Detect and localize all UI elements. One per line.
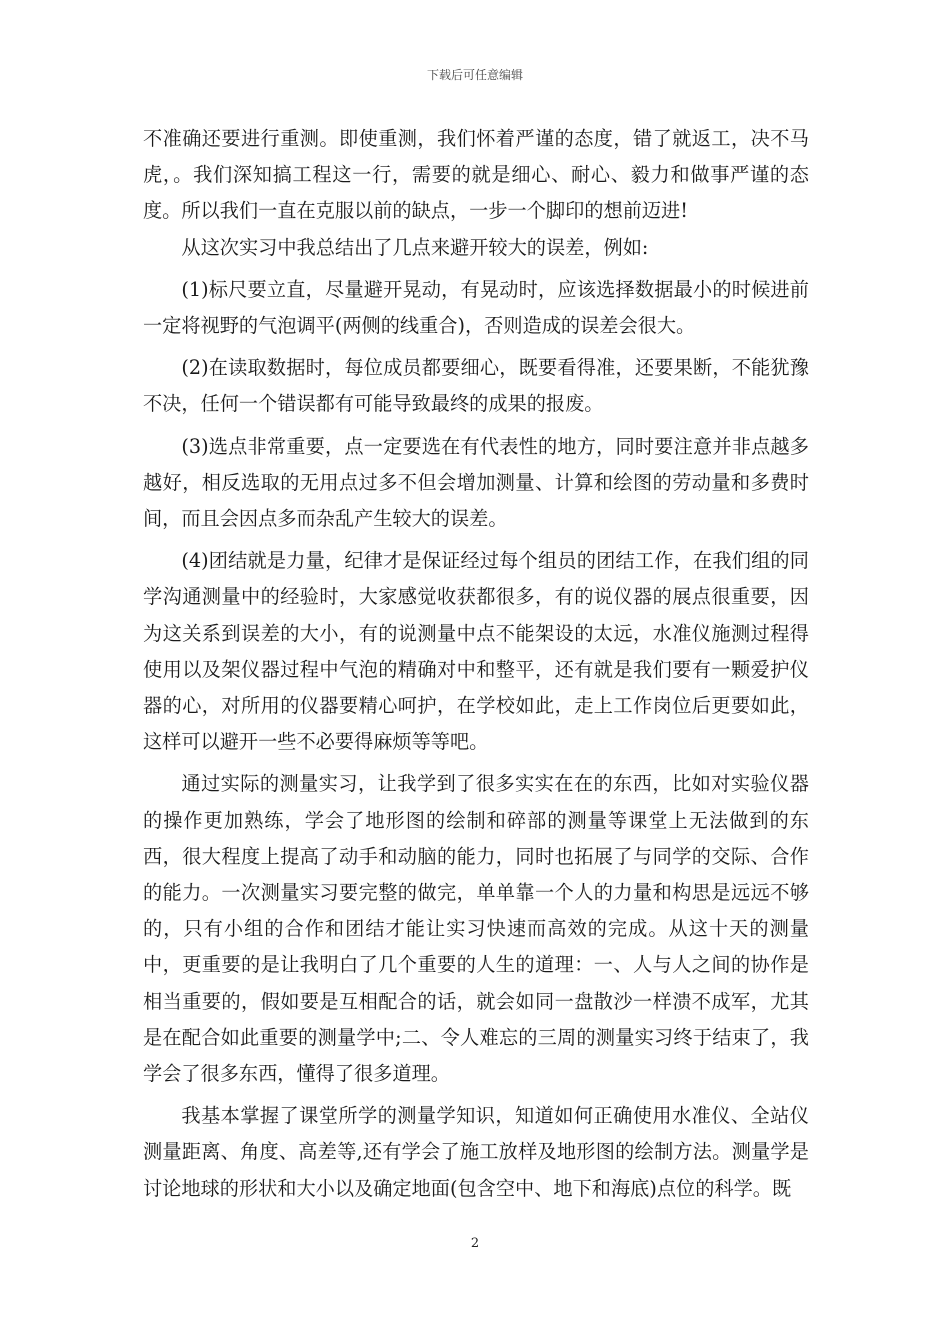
paragraph: (1)标尺要立直，尽量避开晃动，有晃动时，应该选择数据最小的时候进前一定将视野的气泡调平(两侧的线重合)，否则造成的误差会很大。 <box>143 277 809 338</box>
paragraph: 不准确还要进行重测。即使重测，我们怀着严谨的态度，错了就返工，决不马虎，。我们深知搞工程这一行，需要的就是细心、耐心、毅力和做事严谨的态度。所以我们一直在克服以前的缺点，一步一个脚印的想前迈进! <box>143 127 809 223</box>
paragraph: (2)在读取数据时，每位成员都要细心，既要看得准，还要果断，不能犹豫不决，任何一个错误都有可能导致最终的成果的报废。 <box>143 356 809 416</box>
paragraph: 通过实际的测量实习，让我学到了很多实实在在的东西，比如对实验仪器的操作更加熟练，学会了地形图的绘制和碎部的测量等课堂上无法做到的东西，很大程度上提高了动手和动脑的能力，同时也拓展了与同学的交际、合作的能力。一次测量实习要完整的做完，单单靠一个人的力量和构思是远远不够的，只有小组的合作和团结才能让实习快速而高效的完成。从这十天的测量中，更重要的是让我明白了几个重要的人生的道理：一、人与人之间的协作是相当重要的，假如要是互相配合的话，就会如同一盘散沙一样溃不成军，尤其是在配合如此重要的测量学中;二、令人难忘的三周的测量实习终于结束了，我学会了很多东西，懂得了很多道理。 <box>143 772 809 1086</box>
page-number: 2 <box>470 1236 480 1251</box>
paragraph: (3)选点非常重要，点一定要选在有代表性的地方，同时要注意并非点越多越好，相反选取的无用点过多不但会增加测量、计算和绘图的劳动量和多费时间，而且会因点多而杂乱产生较大的误差。 <box>143 434 809 531</box>
document-body <box>143 121 809 1207</box>
paragraph: (4)团结就是力量，纪律才是保证经过每个组员的团结工作，在我们组的同学沟通测量中的经验时，大家感觉收获都很多，有的说仪器的展点很重要，因为这关系到误差的大小，有的说测量中点不能架设的太远，水准仪施测过程得使用以及架仪器过程中气泡的精确对中和整平，还有就是我们要有一颗爱护仪器的心，对所用的仪器要精心呵护，在学校如此，走上工作岗位后更要如此，这样可以避开一些不必要得麻烦等等吧。 <box>143 549 809 754</box>
page-header: 下载后可任意编辑 <box>426 68 523 82</box>
paragraph: 从这次实习中我总结出了几点来避开较大的误差，例如: <box>181 235 649 259</box>
paragraph: 我基本掌握了课堂所学的测量学知识，知道如何正确使用水准仪、全站仪测量距离、角度、高差等,还有学会了施工放样及地形图的绘制方法。测量学是讨论地球的形状和大小以及确定地面(包含空中、地下和海底)点位的科学。既 <box>143 1104 809 1200</box>
